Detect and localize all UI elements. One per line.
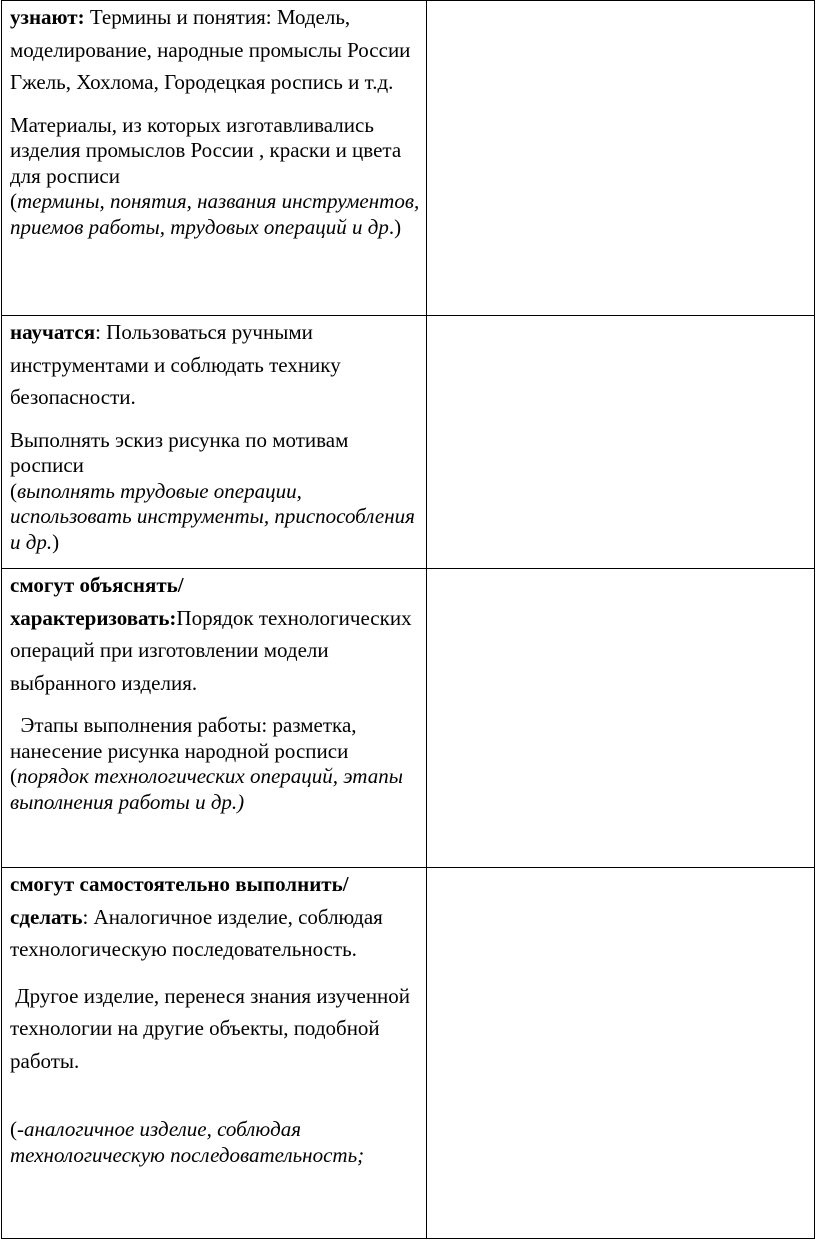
outcome-text: : Аналогичное изделие, соблюдая технологическую последовательность. — [10, 904, 383, 961]
outcome-label: смогут объяснять/характеризовать: — [10, 573, 184, 630]
outcome-heading — [10, 1, 423, 99]
note-open: (- — [10, 1117, 24, 1141]
outcome-text: Порядок технологических операций при изготовлении модели выбранного изделия. — [10, 605, 412, 695]
note-open: ( — [10, 764, 17, 788]
note-close: .) — [388, 214, 402, 239]
table-row — [2, 569, 815, 868]
outcome-heading — [10, 316, 423, 414]
outcome-detail-text: Материалы, из которых изготавливались изделия промыслов России , краски и цвета для росписи — [10, 112, 402, 188]
table-row — [2, 316, 815, 569]
outcome-detail — [10, 428, 423, 556]
empty-cell — [426, 316, 814, 569]
outcome-note: порядок технологических операций, этапы выполнения работы и др.) — [10, 764, 409, 814]
outcome-text: Термины и понятия: Модель, моделирование, народные промыслы России Гжель, Хохлома, Городецкая роспись и т.д. — [10, 5, 411, 94]
outcome-detail-text: Выполнять эскиз рисунка по мотивам росписи — [10, 427, 349, 477]
table-row — [2, 868, 815, 1239]
outcome-cell-learn — [2, 316, 427, 569]
outcome-label: научатся — [10, 320, 96, 344]
table-row — [2, 1, 815, 316]
outcome-cell-know — [2, 1, 427, 316]
outcome-detail-text: Этапы выполнения работы: разметка, нанесение рисунка народной росписи — [10, 713, 362, 763]
outcome-label: смогут самостоятельно выполнить/сделать — [10, 872, 349, 929]
outcome-note: термины, понятия, названия инструментов, приемов работы, трудовых операций и др — [10, 189, 420, 239]
outcome-heading — [10, 569, 423, 699]
empty-cell — [426, 1, 814, 316]
note-close: ) — [52, 529, 60, 554]
outcome-note: выполнять трудовые операции, использовать инструменты, приспособления и др. — [10, 478, 415, 554]
outcome-cell-do — [2, 868, 427, 1239]
outcome-note-line — [10, 1117, 423, 1168]
outcome-cell-explain — [2, 569, 427, 868]
outcome-heading — [10, 868, 423, 966]
empty-cell — [426, 569, 814, 868]
note-open: ( — [10, 478, 17, 503]
note-open: ( — [10, 189, 17, 213]
outcome-note: аналогичное изделие, соблюдая технологическую последовательность; — [10, 1117, 365, 1167]
outcome-detail — [10, 980, 423, 1078]
outcome-detail-text: Другое изделие, перенеся знания изученной технологии на другие объекты, подобной работы. — [10, 983, 416, 1073]
outcome-text: : Пользоваться ручными инструментами и соблюдать технику безопасности. — [10, 320, 341, 409]
outcome-detail — [10, 113, 423, 241]
outcome-label: узнают: — [10, 5, 85, 29]
outcome-detail — [10, 713, 423, 815]
empty-cell — [426, 868, 814, 1239]
outcomes-table — [1, 0, 815, 1239]
